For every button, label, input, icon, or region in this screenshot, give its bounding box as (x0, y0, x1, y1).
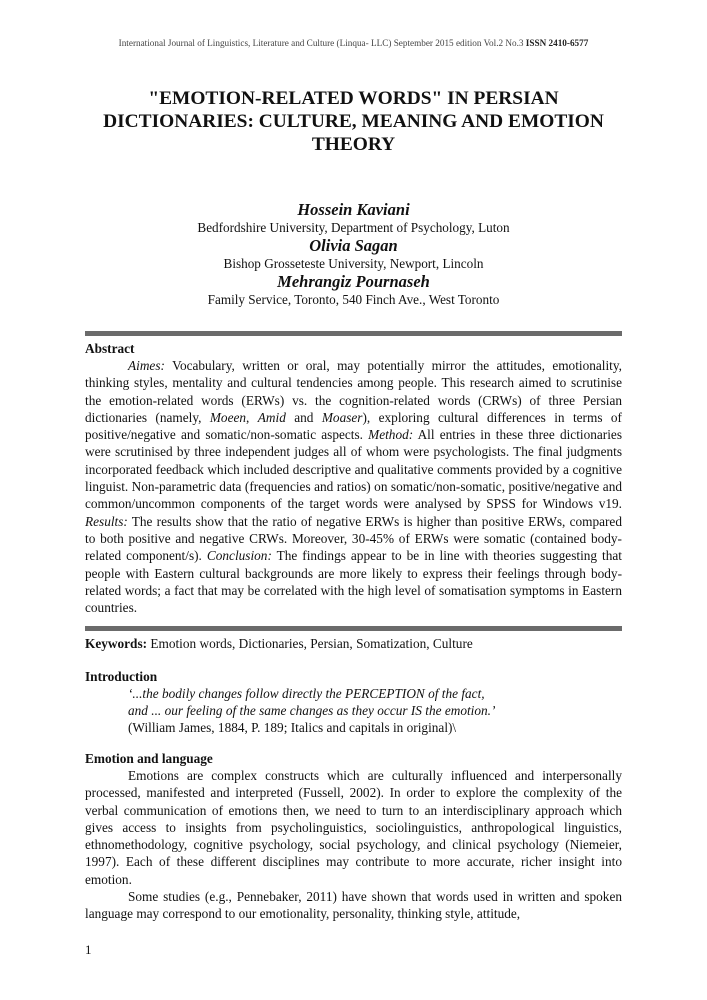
abstract-heading: Abstract (85, 341, 135, 356)
abstract-top-rule (85, 331, 622, 336)
separator: and (285, 409, 322, 425)
results-label: Results: (85, 513, 128, 529)
aims-label: Aimes: (128, 358, 165, 373)
paper-title (70, 87, 637, 156)
title-line-2: DICTIONARIES: CULTURE, MEANING AND EMOTION (103, 111, 604, 132)
keywords-text: Emotion words, Dictionaries, Persian, Somatization, Culture (147, 636, 473, 651)
author-name: Olivia Sagan (309, 236, 398, 255)
quote-line: ‘...the bodily changes follow directly the PERCEPTION of the fact, (128, 686, 485, 701)
epigraph (85, 685, 622, 736)
emotion-language-section (85, 750, 622, 923)
quote-line: and ... our feeling of the same changes as they occur IS the emotion.’ (128, 703, 496, 718)
abstract-body (85, 357, 622, 616)
issn: ISSN 2410-6577 (525, 38, 589, 48)
keywords-line (85, 635, 622, 652)
author-affiliation: Bishop Grosseteste University, Newport, Lincoln (223, 256, 484, 271)
introduction-section (85, 668, 622, 736)
running-header (0, 38, 707, 48)
aims-text: Vocabulary, written or oral, may potentially mirror the attitudes, emotionality, thinking styles, mentality and cultural tendencies among people. This research aimed to scrutinise the emotion-related words (ERWs) vs. the cognition-related words (CRWs) of three Persian dictionaries (namely, (85, 358, 622, 425)
separator: , (246, 409, 258, 425)
conclusion-label: Conclusion: (206, 548, 272, 564)
title-line-3: THEORY (311, 134, 396, 155)
body-paragraph: Some studies (e.g., Pennebaker, 2011) have shown that words used in written and spoken language may correspond to our emotionality, personality, thinking style, attitude, (85, 889, 622, 922)
author-block (0, 200, 707, 308)
author-affiliation: Family Service, Toronto, 540 Finch Ave., West Toronto (207, 292, 500, 307)
author-affiliation: Bedfordshire University, Department of Psychology, Luton (197, 220, 510, 235)
quote-citation: (William James, 1884, P. 189; Italics and capitals in original)\ (128, 720, 457, 735)
aims-text-cont: ), exploring cultural differences in terms of positive/negative and somatic/non-somatic aspects. (85, 409, 622, 443)
method-label: Method: (368, 427, 414, 443)
conclusion-text: The findings appear to be in line with theories suggesting that people with Eastern cultural backgrounds are more likely to express their feelings through body-related words; a fact that may be correlated with the high level of somatisation symptoms in Eastern countries. (85, 548, 622, 616)
dictionary-name: Moeen (209, 409, 247, 425)
author-name: Mehrangiz Pournaseh (277, 272, 430, 291)
page-number: 1 (85, 942, 92, 957)
keywords-label: Keywords: (85, 636, 148, 651)
emotion-language-heading: Emotion and language (85, 751, 213, 766)
dictionary-name: Amid (257, 409, 286, 425)
introduction-heading: Introduction (85, 669, 158, 684)
dictionary-name: Moaser (321, 409, 363, 425)
title-line-1: "EMOTION-RELATED WORDS" IN PERSIAN (148, 88, 559, 109)
journal-info: International Journal of Linguistics, Literature and Culture (Linqua- LLC) September 2015 edition Vol.2 No.3 (118, 38, 526, 48)
abstract-bottom-rule (85, 626, 622, 631)
method-text: All entries in these three dictionaries were scrutinised by three independent judges all of whom were psychologists. The final judgments incorporated feedback which included descriptive and qualitative comments provided by a cognitive linguist. Non-parametric data (frequencies and ratios) on somatic/non-somatic, positive/negative and common/uncommon components of the target words were analysed by SPSS for Windows v19. (85, 427, 622, 512)
body-paragraph: Emotions are complex constructs which are culturally influenced and interpersonally processed, manifested and interpreted (Fussell, 2002). In order to explore the complexity of the verbal communication of emotions then, we need to turn to an interdisciplinary approach which gives access to insights from psycholinguistics, sociolinguistics, anthropological linguistics, ethnomethodology, cognitive psychology, social psychology, and clinical psychology (Niemeier, 1997). Each of these different disciplines may contribute to more accurate, richer insight into emotion. (85, 768, 622, 887)
results-text: The results show that the ratio of negative ERWs is higher than positive ERWs, compared to both positive and negative CRWs. Moreover, 30-45% of ERWs were somatic (contained body-related component/s). (85, 513, 622, 564)
author-name: Hossein Kaviani (297, 200, 410, 219)
abstract-section (85, 340, 622, 616)
